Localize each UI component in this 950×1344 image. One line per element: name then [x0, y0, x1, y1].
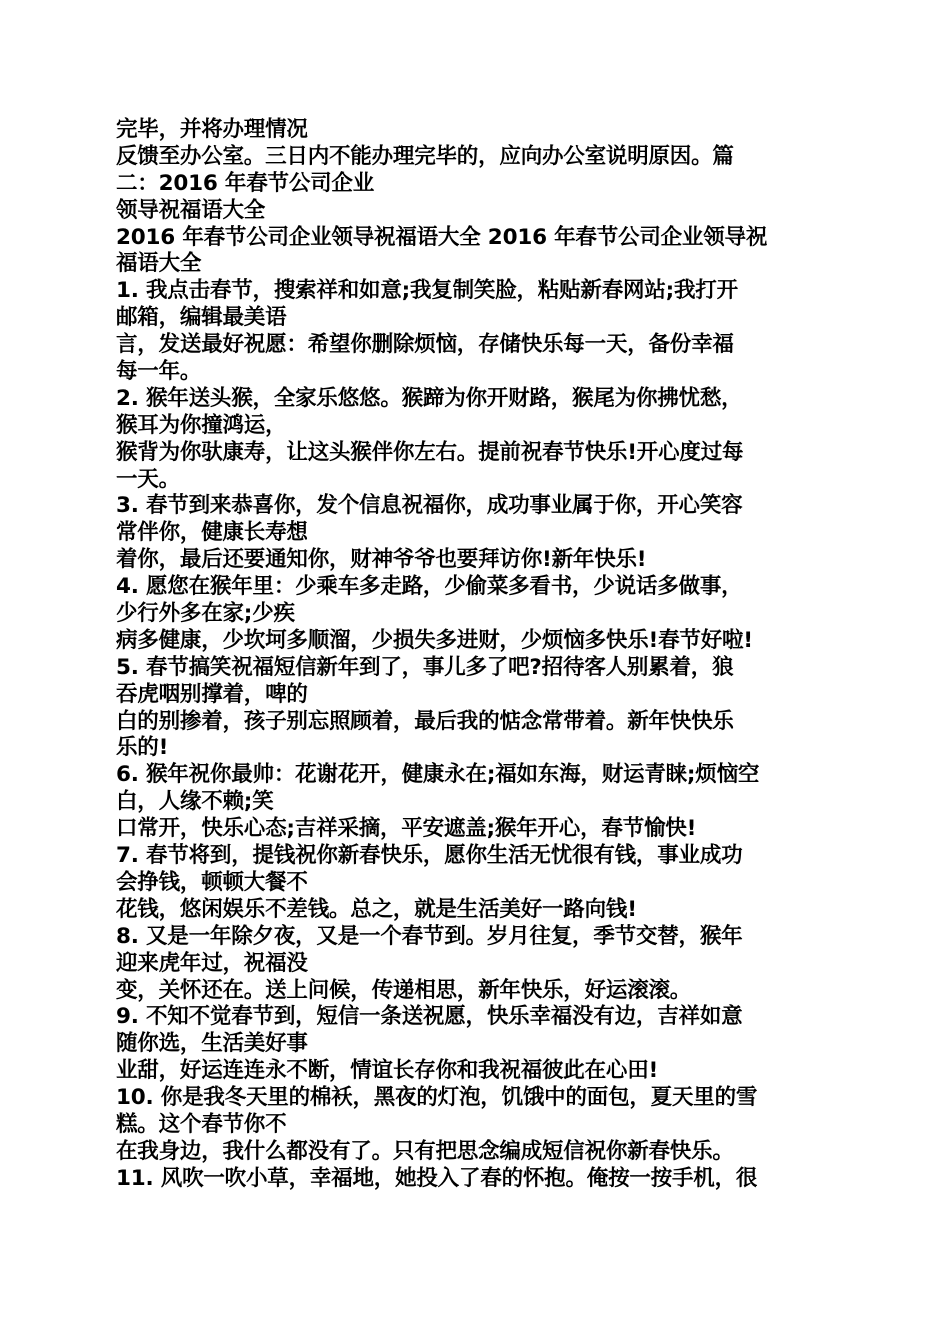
text-line: 10. 你是我冬天里的棉袄，黑夜的灯泡，饥饿中的面包，夏天里的雪 [116, 1085, 758, 1111]
text-line: 在我身边，我什么都没有了。只有把思念编成短信祝你新春快乐。 [116, 1138, 734, 1164]
text-line: 常伴你，健康长寿想 [116, 520, 308, 546]
text-line: 随你选，生活美好事 [116, 1031, 308, 1057]
text-line: 乐的! [116, 735, 169, 761]
text-line: 吞虎咽别撑着，啤的 [116, 681, 308, 707]
text-line: 反馈至办公室。三日内不能办理完毕的，应向办公室说明原因。篇 [116, 143, 734, 169]
text-line: 言，发送最好祝愿：希望你删除烦恼，存储快乐每一天，备份幸福 [116, 332, 734, 358]
text-line: 11. 风吹一吹小草，幸福地，她投入了春的怀抱。俺按一按手机，很 [116, 1165, 758, 1191]
text-line: 花钱，悠闲娱乐不差钱。总之，就是生活美好一路向钱! [116, 896, 637, 922]
text-line: 少行外多在家;少疾 [116, 601, 295, 627]
text-line: 会挣钱，顿顿大餐不 [116, 869, 308, 895]
text-line: 迎来虎年过，祝福没 [116, 950, 308, 976]
text-line: 口常开，快乐心态;吉祥采摘，平安遮盖;猴年开心，春节愉快! [116, 816, 697, 842]
text-line: 4. 愿您在猴年里：少乘车多走路，少偷菜多看书，少说话多做事， [116, 574, 743, 600]
text-line: 猴背为你驮康寿，让这头猴伴你左右。提前祝春节快乐!开心度过每 [116, 439, 744, 465]
document-body [116, 117, 836, 1193]
text-line: 2. 猴年送头猴，全家乐悠悠。猴蹄为你开财路，猴尾为你拂忧愁， [116, 385, 743, 411]
text-line: 3. 春节到来恭喜你，发个信息祝福你，成功事业属于你，开心笑容 [116, 493, 743, 519]
text-line: 7. 春节将到，提钱祝你新春快乐，愿你生活无忧很有钱，事业成功 [116, 843, 743, 869]
text-line: 糕。这个春节你不 [116, 1111, 287, 1137]
text-line: 着你，最后还要通知你，财神爷爷也要拜访你!新年快乐! [116, 547, 647, 573]
text-line: 白，人缘不赖;笑 [116, 789, 274, 815]
text-line: 1. 我点击春节，搜索祥和如意;我复制笑脸，粘贴新春网站;我打开 [116, 278, 738, 304]
text-line: 猴耳为你撞鸿运， [116, 412, 287, 438]
text-line: 8. 又是一年除夕夜，又是一个春节到。岁月往复，季节交替，猴年 [116, 923, 743, 949]
text-line: 2016 年春节公司企业领导祝福语大全 2016 年春节公司企业领导祝 [116, 224, 768, 250]
text-line: 二：2016 年春节公司企业 [116, 170, 375, 196]
text-line: 5. 春节搞笑祝福短信新年到了，事儿多了吧?招待客人别累着，狼 [116, 654, 734, 680]
text-line: 领导祝福语大全 [116, 197, 266, 223]
text-line: 白的别掺着，孩子别忘照顾着，最后我的惦念常带着。新年快快乐 [116, 708, 734, 734]
text-line: 9. 不知不觉春节到，短信一条送祝愿，快乐幸福没有边，吉祥如意 [116, 1004, 743, 1030]
text-line: 6. 猴年祝你最帅：花谢花开，健康永在;福如东海，财运青睐;烦恼空 [116, 762, 760, 788]
text-line: 病多健康，少坎坷多顺溜，少损失多进财，少烦恼多快乐!春节好啦! [116, 627, 753, 653]
text-line: 邮箱，编辑最美语 [116, 305, 287, 331]
text-line: 每一年。 [116, 359, 202, 385]
text-line: 业甜，好运连连永不断，情谊长存你和我祝福彼此在心田! [116, 1058, 659, 1084]
text-line: 福语大全 [116, 251, 202, 277]
text-line: 一天。 [116, 466, 180, 492]
text-line: 完毕，并将办理情况 [116, 117, 308, 142]
text-line: 变，关怀还在。送上问候，传递相思，新年快乐，好运滚滚。 [116, 977, 692, 1003]
